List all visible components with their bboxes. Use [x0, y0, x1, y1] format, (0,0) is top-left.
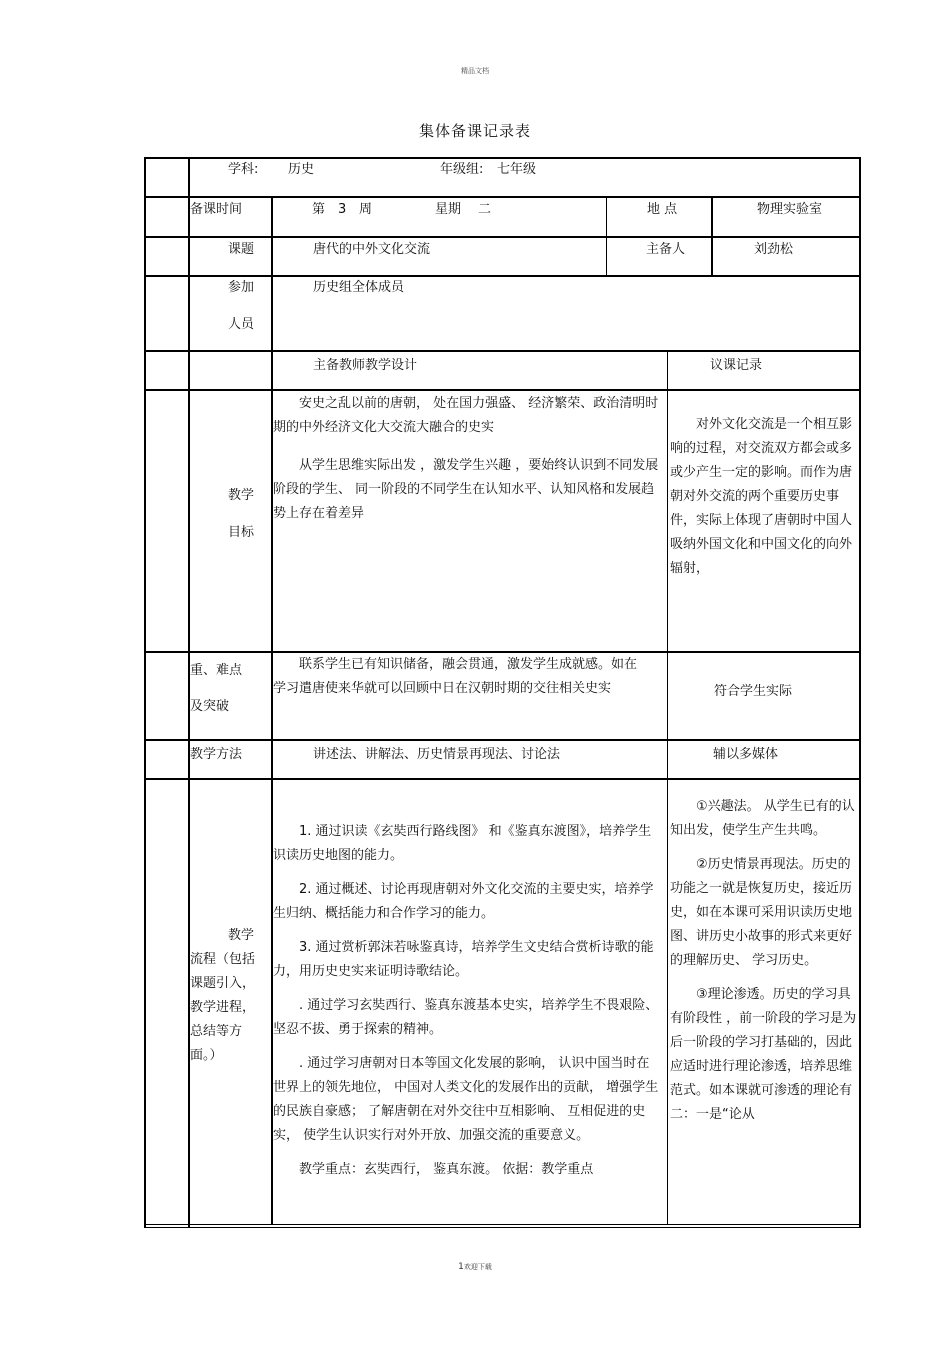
- members-label-line1: 参加: [228, 280, 255, 295]
- flow-label-line: 总结等方: [190, 1024, 243, 1039]
- page-title: 集体备课记录表: [418, 122, 531, 140]
- weekday-value: 二: [478, 202, 492, 217]
- key-label-line1: 重、难点: [190, 663, 243, 678]
- week-unit: 周: [359, 202, 373, 217]
- subject-value: 历史: [288, 162, 315, 177]
- goals-paragraph-1: 安史之乱以前的唐朝， 处在国力强盛、 经济繁荣、政治清明时期的中外经济文化大交流大融合的史实: [273, 396, 659, 435]
- table-border-right: [859, 157, 861, 1228]
- members-label-line2: 人员: [228, 317, 255, 332]
- goals-paragraph-2: 从学生思维实际出发 ，激发学生兴趣 ，要始终认识到不同发展阶段的学生、 同一阶段的不同学生在认知水平、认知风格和发展趋势上存在着差异: [273, 458, 659, 521]
- flow-review: [670, 795, 857, 1215]
- goals-content: [273, 392, 662, 526]
- row-divider: [144, 350, 861, 352]
- design-heading: 主备教师教学设计: [313, 358, 418, 373]
- page-number: 1: [458, 1262, 464, 1272]
- review-heading: 议课记录: [710, 358, 763, 373]
- flow-label-line: 教学进程，: [190, 1000, 256, 1015]
- method-review: 辅以多媒体: [713, 747, 779, 762]
- flow-item: . 通过学习玄奘西行、鉴真东渡基本史实，培养学生不畏艰险、坚忍不拔、勇于探索的精神。: [273, 998, 659, 1037]
- place-value-col-divider: [711, 196, 713, 276]
- place-value: 物理实验室: [757, 202, 823, 217]
- row-divider: [144, 778, 861, 780]
- week-number: 3: [338, 202, 347, 217]
- method-label: 教学方法: [190, 747, 243, 762]
- members-value: 历史组全体成员: [313, 280, 405, 295]
- weekday-label: 星期: [435, 202, 462, 217]
- flow-label-line: 课题引入，: [190, 976, 256, 991]
- method-value: 讲述法、讲解法、历史情景再现法、讨论法: [313, 747, 561, 762]
- flow-label-line: 流程（包括: [190, 952, 256, 967]
- lead-teacher-label: 主备人: [646, 242, 686, 257]
- place-label: 地 点: [647, 202, 678, 217]
- topic-label: 课题: [228, 242, 255, 257]
- lead-teacher-value: 刘劲松: [754, 242, 794, 257]
- page-footer: [0, 1262, 950, 1272]
- review-col-divider: [667, 350, 668, 1225]
- row-divider: [144, 389, 861, 391]
- subject-label: 学科:: [228, 162, 259, 177]
- place-col-divider: [606, 196, 607, 276]
- time-label: 备课时间: [190, 202, 243, 217]
- flow-item: 1. 通过识读《玄奘西行路线图》 和《鉴真东渡图》，培养学生识读历史地图的能力。: [273, 824, 652, 863]
- flow-label: [190, 924, 270, 1068]
- week-label: 第: [312, 202, 326, 217]
- table-border-bottom: [144, 1227, 861, 1228]
- flow-item: 2. 通过概述、讨论再现唐朝对外文化交流的主要史实，培养学生归纳、概括能力和合作学习的能力。: [273, 882, 654, 921]
- topic-value: 唐代的中外文化交流: [313, 242, 431, 257]
- footer-text: 欢迎下载: [463, 1263, 492, 1271]
- key-review: 符合学生实际: [714, 684, 793, 699]
- table-border-bottom: [144, 1224, 861, 1225]
- watermark: 精品文档: [461, 67, 489, 75]
- goals-label-line2: 目标: [228, 525, 255, 540]
- goals-label-line1: 教学: [228, 488, 255, 503]
- flow-item: 3. 通过赏析郭沫若咏鉴真诗，培养学生文史结合赏析诗歌的能力，用历史史实来证明诗歌结论。: [273, 940, 654, 979]
- flow-review-item: ②历史情景再现法。历史的功能之一就是恢复历史，接近历史，如在本课可采用识读历史地图、讲历史小故事的形式来更好的理解历史、 学习历史。: [670, 857, 853, 968]
- flow-review-item: ③理论渗透。历史的学习具有阶段性 ，前一阶段的学习是为后一阶段的学习打基础的，因此应适时进行理论渗透，培养思维范式。如本课就可渗透的理论有二：一是“论从: [670, 987, 857, 1122]
- goals-review: 对外文化交流是一个相互影响的过程，对交流双方都会或多或少产生一定的影响。而作为唐朝对外交流的两个重要历史事件，实际上体现了唐朝时中国人吸纳外国文化和中国文化的向外辐射，: [670, 417, 853, 576]
- flow-item: 教学重点：玄奘西行， 鉴真东渡。 依据：教学重点: [299, 1162, 594, 1177]
- flow-label-line: 面。）: [190, 1048, 223, 1063]
- table-border-left: [144, 157, 146, 1228]
- row-divider: [144, 739, 861, 741]
- key-label-line2: 及突破: [190, 699, 230, 714]
- flow-content: [273, 820, 662, 1182]
- row-divider: [144, 196, 861, 198]
- key-content: 联系学生已有知识储备，融会贯通，激发学生成就感。如在学习遣唐使来华就可以回顾中日在汉朝时期的交往相关史实: [273, 657, 638, 696]
- grade-label: 年级组:: [440, 162, 484, 177]
- flow-review-item: ①兴趣法。 从学生已有的认知出发，使学生产生共鸣。: [670, 799, 855, 838]
- grade-value: 七年级: [497, 162, 537, 177]
- flow-item: . 通过学习唐朝对日本等国文化发展的影响， 认识中国当时在世界上的领先地位， 中国对人类文化的发展作出的贡献， 增强学生的民族自豪感； 了解唐朝在对外交往中互相影响、 互相促进的史实， 使学生认识实行对外开放、加强交流的重要意义。: [273, 1056, 659, 1143]
- flow-label-line: 教学: [228, 928, 255, 943]
